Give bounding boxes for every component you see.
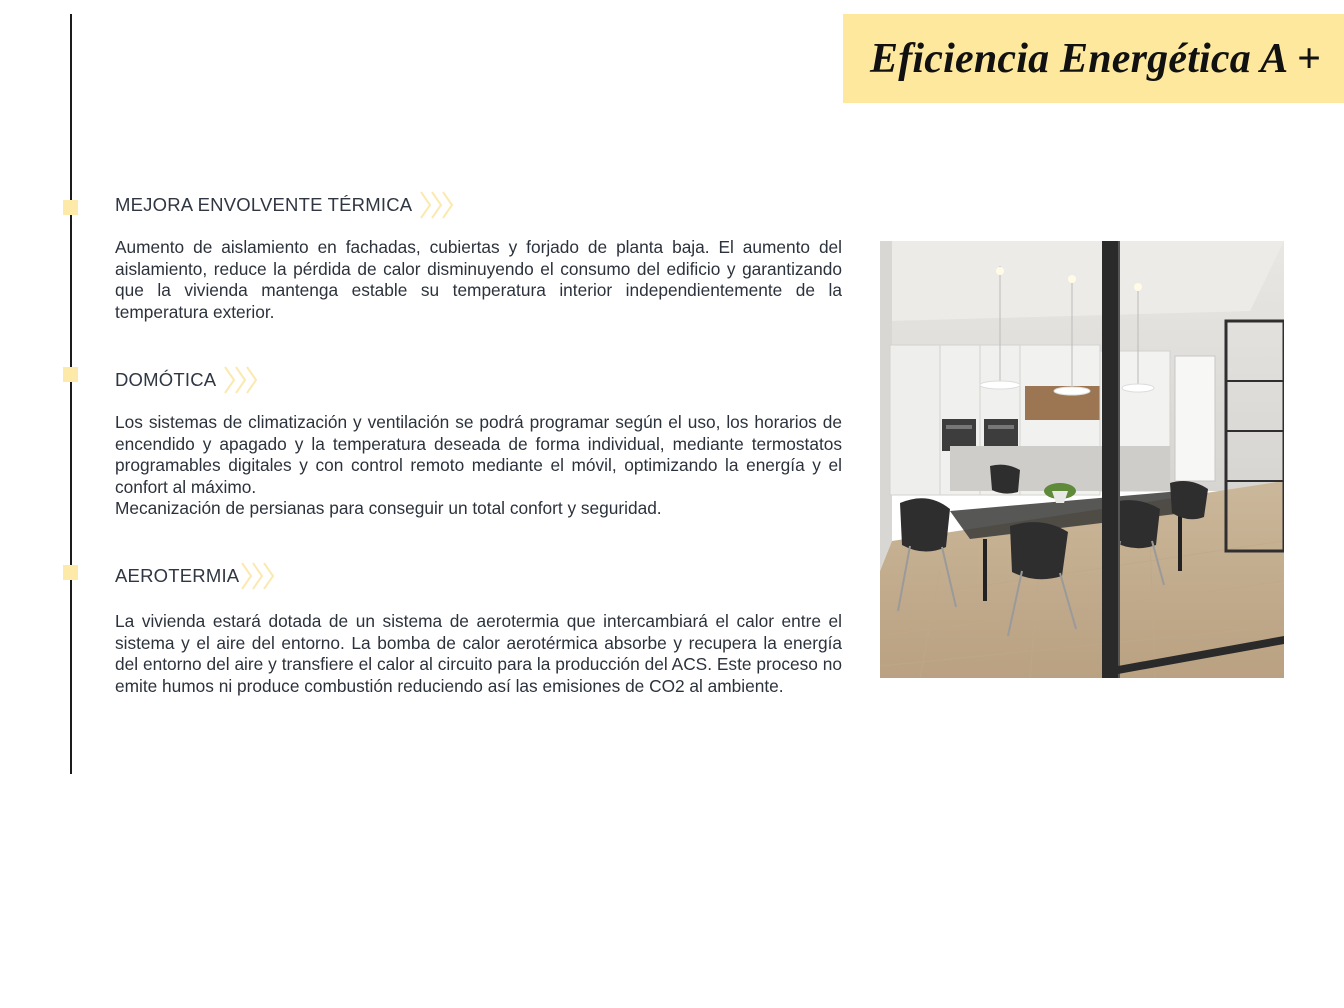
- section-body: [115, 412, 842, 520]
- title-banner: [843, 14, 1344, 103]
- timeline-marker: [63, 200, 78, 215]
- paragraph: Mecanización de persianas para conseguir un total confort y seguridad.: [115, 498, 662, 518]
- paragraph: La vivienda estará dotada de un sistema de aerotermia que intercambiará el calor entre el sistema y el aire del entorno. La bomba de calor aerotérmica absorbe y recupera la energía del entorno del aire y transfiere el calor al circuito para la producción del ACS. Este proceso no emite humos ni produce combustión reduciendo así las emisiones de CO2 al ambiente.: [115, 611, 842, 696]
- timeline-marker: [63, 565, 78, 580]
- paragraph: Aumento de aislamiento en fachadas, cubiertas y forjado de planta baja. El aumento del aislamiento, reduce la pérdida de calor disminuyendo el consumo del edificio y garantizando que la vivienda mantenga estable su temperatura interior independientemente de la temperatura exterior.: [115, 237, 842, 322]
- chevrons-icon: [418, 190, 458, 220]
- section-heading-label: DOMÓTICA: [115, 369, 217, 390]
- kitchen-dining-room-render-icon: [880, 241, 1284, 678]
- section-heading-aerotermia: [115, 561, 279, 591]
- paragraph: Los sistemas de climatización y ventilación se podrá programar según el uso, los horarios de encendido y apagado y la temperatura deseada de forma individual, mediante termostatos programables digitales y con control remoto mediante el móvil, optimizando la energía y el confort al máximo.: [115, 412, 842, 497]
- chevrons-icon: [239, 561, 279, 591]
- interior-photo: [880, 241, 1284, 678]
- timeline-marker: [63, 367, 78, 382]
- section-body: [115, 611, 842, 697]
- section-heading-envolvente: [115, 190, 458, 220]
- page-title: Eficiencia Energética A +: [870, 35, 1321, 82]
- section-body: [115, 237, 842, 323]
- section-heading-label: AEROTERMIA: [115, 565, 240, 586]
- section-heading-domotica: [115, 365, 262, 395]
- timeline-line: [70, 14, 72, 774]
- chevrons-icon: [222, 365, 262, 395]
- section-heading-label: MEJORA ENVOLVENTE TÉRMICA: [115, 194, 413, 215]
